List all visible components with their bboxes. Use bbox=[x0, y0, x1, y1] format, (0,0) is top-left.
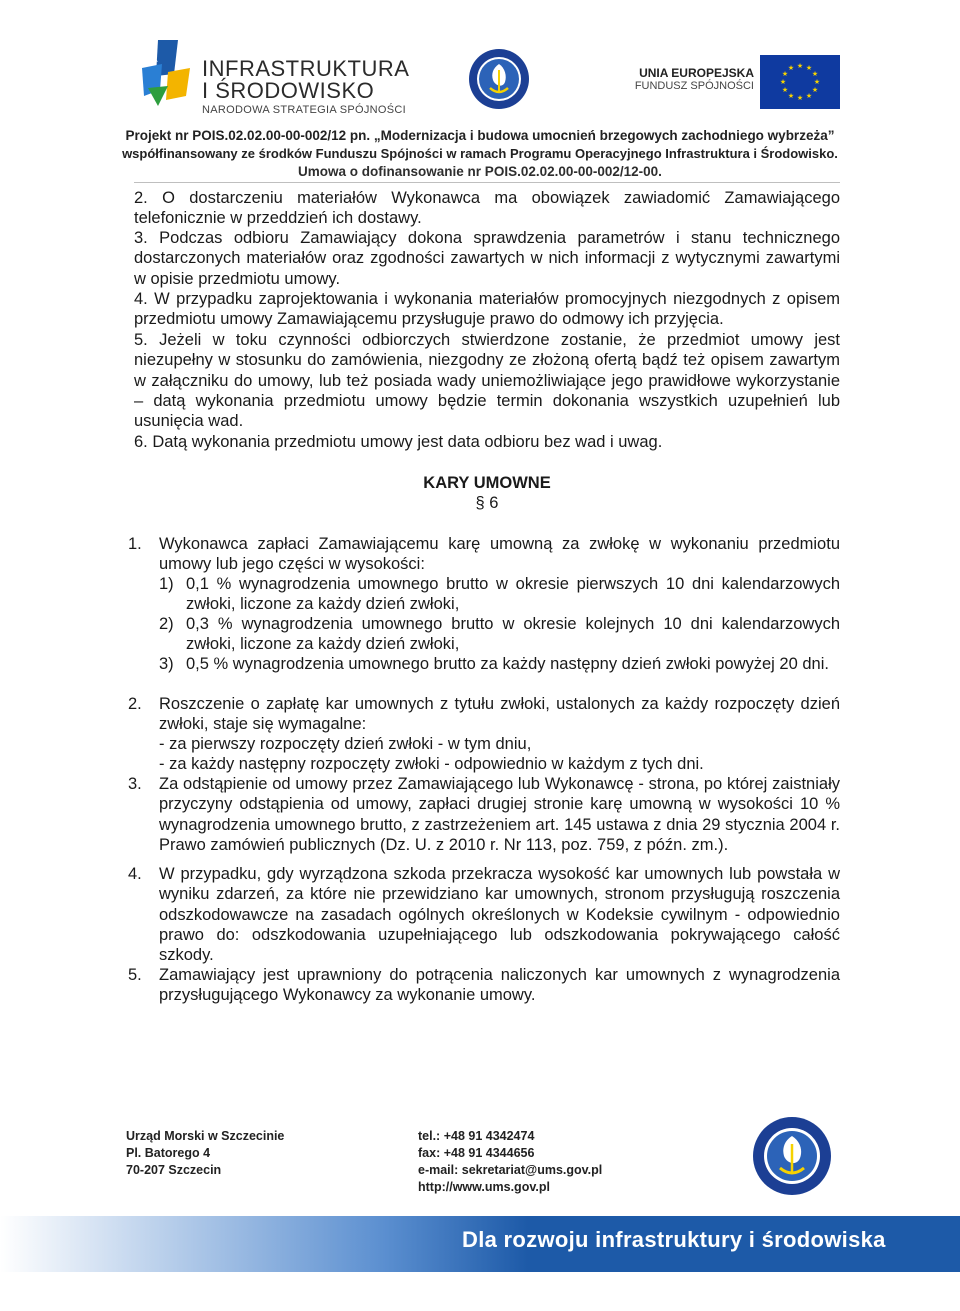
eu-line-2: FUNDUSZ SPÓJNOŚCI bbox=[634, 80, 754, 92]
footer-contact bbox=[418, 1128, 602, 1196]
paragraph-4: 4. W przypadku zaprojektowania i wykonania materiałów promocyjnych niezgodnych z opisem przedmiotu umowy Zamawiającemu przysługuje prawo do odmowy ich przyjęcia. bbox=[134, 290, 840, 329]
subitem-2-number: 2) bbox=[159, 615, 174, 633]
item-4-text: W przypadku, gdy wyrządzona szkoda przekracza wysokość kar umownych lub powstała w wyniku zdarzeń, za które nie przewidziano kar umownych, stronom przysługują roszczenia odszkodowawcze na zasadach ogólnych określonych w Kodeksie cywilnym - odpowiednio prawo do: odszkodowania uzupełniającego lub odszkodowania pokrywającego całość szkody. bbox=[159, 865, 840, 965]
subitem-1-text: 0,1 % wynagrodzenia umownego brutto w okresie pierwszych 10 dni kalendarzowych zwłoki, liczone za każdy dzień zwłoki, bbox=[186, 575, 840, 614]
banner-slogan: Dla rozwoju infrastruktury i środowiska bbox=[462, 1227, 886, 1252]
project-line-1: Projekt nr POIS.02.02.00-00-002/12 pn. „Modernizacja i budowa umocnień brzegowych zachodniego wybrzeża” bbox=[125, 128, 835, 143]
item-4-number: 4. bbox=[128, 865, 142, 883]
item-3-text: Za odstąpienie od umowy przez Zamawiającego lub Wykonawcę - strona, po której zaistniały przyczyny odstąpienia od umowy, zapłaci drugiej stronie karę umowną w wysokości 10 % wynagrodzenia umownego brutto, z zastrzeżeniem art. 145 ustawa z dnia 29 stycznia 2004 r. Prawo zamówień publicznych (Dz. U. z 2010 r. Nr 113, poz. 759, z późn. zm.). bbox=[159, 775, 840, 854]
svg-text:★: ★ bbox=[781, 86, 789, 94]
svg-text:★: ★ bbox=[813, 78, 821, 86]
fax-text: fax: +48 91 4344656 bbox=[418, 1146, 535, 1160]
infrastruktura-logo-icon bbox=[138, 38, 196, 108]
project-line-2: współfinansowany ze środków Funduszu Spójności w ramach Programu Operacyjnego Infrastruktura i Środowisko. bbox=[122, 146, 838, 161]
item-1-number: 1. bbox=[128, 535, 142, 553]
subitem-1-number: 1) bbox=[159, 575, 174, 593]
item-1-text: Wykonawca zapłaci Zamawiającemu karę umowną za zwłokę w wykonaniu przedmiotu umowy lub jego części w wysokości: bbox=[159, 535, 840, 574]
logo-line-2: I ŚRODOWISKO bbox=[202, 78, 375, 103]
section-number: § 6 bbox=[475, 494, 499, 512]
project-line-3: Umowa o dofinansowanie nr POIS.02.02.00-00-002/12-00. bbox=[298, 164, 662, 179]
svg-text:★: ★ bbox=[796, 62, 804, 70]
svg-text:★: ★ bbox=[787, 92, 795, 100]
svg-text:★: ★ bbox=[796, 94, 804, 102]
subitem-3-number: 3) bbox=[159, 655, 174, 673]
item-5-text: Zamawiający jest uprawniony do potrącenia naliczonych kar umownych z wynagrodzenia przysługującego Wykonawcy za wykonanie umowy. bbox=[159, 966, 840, 1005]
svg-text:★: ★ bbox=[781, 70, 789, 78]
eu-line-1: UNIA EUROPEJSKA bbox=[639, 66, 754, 80]
logo-line-1: INFRASTRUKTURA bbox=[202, 56, 410, 81]
item-2-bullet-2: - za każdy następny rozpoczęty zwłoki - odpowiednio w każdym z tych dni. bbox=[159, 755, 704, 773]
footer-address bbox=[126, 1128, 284, 1179]
svg-text:★: ★ bbox=[811, 86, 819, 94]
email-link[interactable]: e-mail: sekretariat@ums.gov.pl bbox=[418, 1163, 603, 1177]
infrastruktura-logo-text bbox=[202, 58, 409, 118]
svg-text:★: ★ bbox=[805, 92, 813, 100]
logo-line-3: NARODOWA STRATEGIA SPÓJNOŚCI bbox=[202, 104, 406, 116]
svg-text:★: ★ bbox=[811, 70, 819, 78]
section-title: KARY UMOWNE bbox=[423, 474, 551, 492]
subitem-2-text: 0,3 % wynagrodzenia umownego brutto w okresie kolejnych 10 dni kalendarzowych zwłoki, liczone za każdy dzień zwłoki, bbox=[186, 615, 840, 654]
item-5-number: 5. bbox=[128, 966, 142, 984]
paragraph-5: 5. Jeżeli w toku czynności odbiorczych stwierdzone zostanie, że przedmiot umowy jest niezupełny w stosunku do zamówienia, niezgodny ze złożoną ofertą bądź też opisem zawartym w załączniku do umowy, lub też posiada wady uniemożliwiające jego prawidłowe wykorzystanie – datą wykonania przedmiotu umowy będzie termin dokonania wszystkich uzupełnień lub usunięcia wad. bbox=[134, 331, 840, 431]
item-2-text: Roszczenie o zapłatę kar umownych z tytułu zwłoki, ustalonych za każdy rozpoczęty dzień zwłoki, staje się wymagalne: bbox=[159, 695, 840, 734]
paragraph-6: 6. Datą wykonania przedmiotu umowy jest data odbioru bez wad i uwag. bbox=[134, 433, 663, 451]
address-line: Urząd Morski w Szczecinie bbox=[126, 1129, 285, 1143]
phone-text: tel.: +48 91 4342474 bbox=[418, 1129, 535, 1143]
maritime-office-seal-icon bbox=[468, 48, 530, 110]
header-divider bbox=[134, 182, 840, 183]
paragraph-2: 2. O dostarczeniu materiałów Wykonawca ma obowiązek zawiadomić Zamawiającego telefonicznie w przeddzień ich dostawy. bbox=[134, 189, 840, 228]
item-2-number: 2. bbox=[128, 695, 142, 713]
address-line: 70-207 Szczecin bbox=[126, 1163, 222, 1177]
subitem-3-text: 0,5 % wynagrodzenia umownego brutto za każdy następny dzień zwłoki powyżej 20 dni. bbox=[186, 655, 829, 673]
svg-text:★: ★ bbox=[779, 78, 787, 86]
maritime-office-seal-icon bbox=[752, 1116, 832, 1196]
address-line: Pl. Batorego 4 bbox=[126, 1146, 211, 1160]
svg-text:★: ★ bbox=[805, 64, 813, 72]
item-3-number: 3. bbox=[128, 775, 142, 793]
eu-text bbox=[618, 66, 754, 92]
item-2-bullet-1: - za pierwszy rozpoczęty dzień zwłoki - w tym dniu, bbox=[159, 735, 532, 753]
eu-flag-icon bbox=[760, 55, 840, 109]
paragraph-3: 3. Podczas odbioru Zamawiający dokona sprawdzenia parametrów i stanu technicznego dostarczonych materiałów oraz zgodności zawartych w nich informacji z wytycznymi zawartymi w opisie przedmiotu umowy. bbox=[134, 229, 840, 288]
svg-text:★: ★ bbox=[787, 64, 795, 72]
website-link[interactable]: http://www.ums.gov.pl bbox=[418, 1180, 550, 1194]
